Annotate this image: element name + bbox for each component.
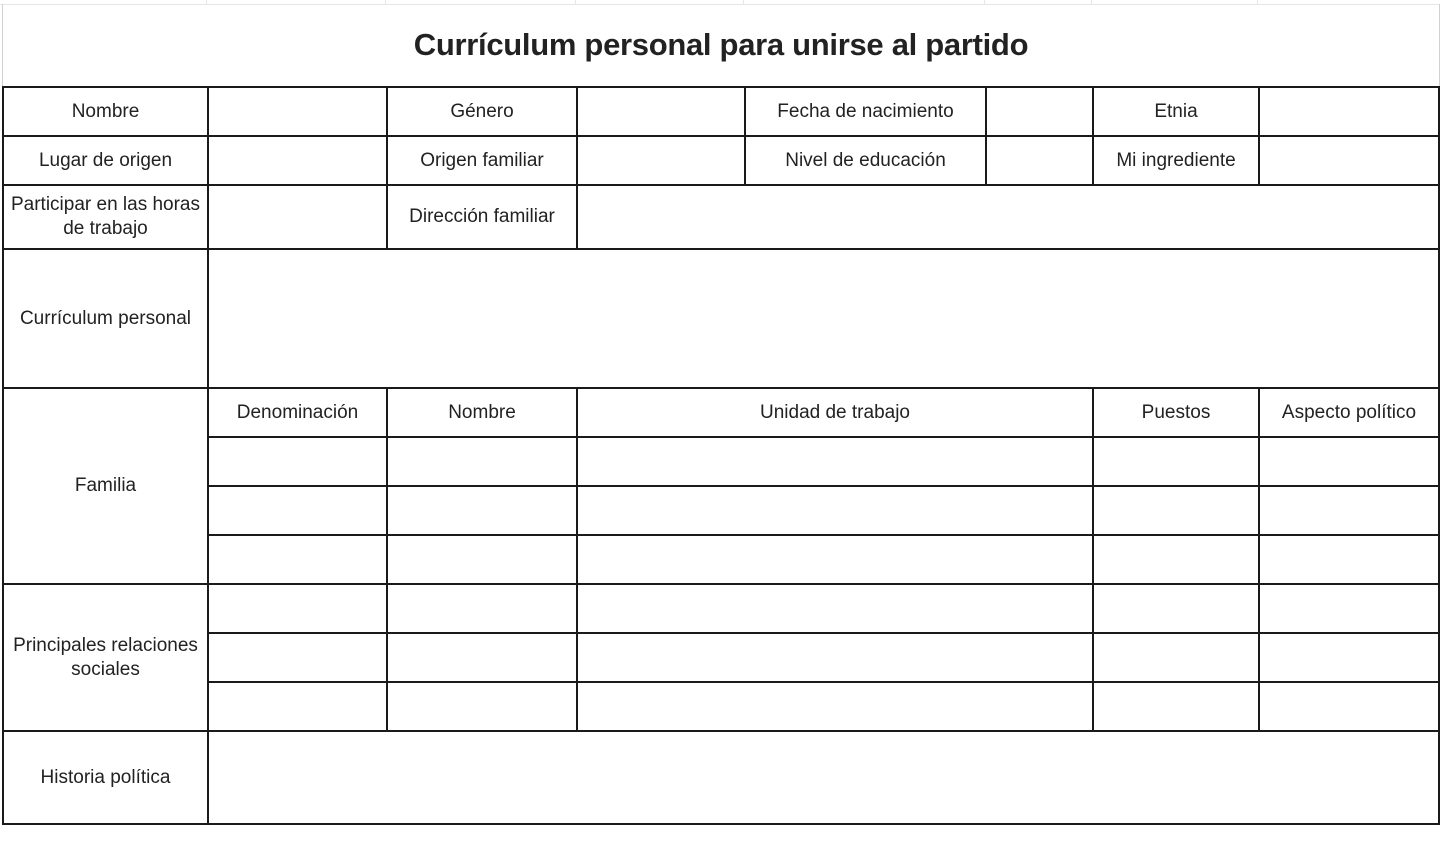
form-row <box>3 87 1439 136</box>
title-cell[interactable] <box>2 4 1440 86</box>
family-header-political-aspect: Aspecto político <box>1259 388 1439 437</box>
birth-date-label: Fecha de nacimiento <box>745 87 986 136</box>
family-political-cell[interactable] <box>1259 437 1439 486</box>
application-form-table <box>2 86 1440 825</box>
social-political-cell[interactable] <box>1259 633 1439 682</box>
social-work-unit-cell[interactable] <box>577 584 1093 633</box>
social-positions-cell[interactable] <box>1093 584 1259 633</box>
family-work-unit-cell[interactable] <box>577 535 1093 584</box>
birth-date-field[interactable] <box>986 87 1093 136</box>
family-name-cell[interactable] <box>387 535 577 584</box>
social-denomination-cell[interactable] <box>208 584 387 633</box>
family-political-cell[interactable] <box>1259 535 1439 584</box>
table-row <box>3 437 1439 486</box>
name-field[interactable] <box>208 87 387 136</box>
social-relations-label: Principales relaciones sociales <box>3 584 208 731</box>
social-political-cell[interactable] <box>1259 682 1439 731</box>
table-row <box>3 682 1439 731</box>
social-name-cell[interactable] <box>387 584 577 633</box>
origin-field[interactable] <box>208 136 387 185</box>
family-header-positions: Puestos <box>1093 388 1259 437</box>
family-name-cell[interactable] <box>387 437 577 486</box>
origin-label: Lugar de origen <box>3 136 208 185</box>
family-header-row <box>3 388 1439 437</box>
table-row <box>3 535 1439 584</box>
social-denomination-cell[interactable] <box>208 682 387 731</box>
family-denomination-cell[interactable] <box>208 437 387 486</box>
name-label: Nombre <box>3 87 208 136</box>
family-header-name: Nombre <box>387 388 577 437</box>
family-political-cell[interactable] <box>1259 486 1439 535</box>
education-field[interactable] <box>986 136 1093 185</box>
ethnicity-label: Etnia <box>1093 87 1259 136</box>
ethnicity-field[interactable] <box>1259 87 1439 136</box>
family-positions-cell[interactable] <box>1093 535 1259 584</box>
social-name-cell[interactable] <box>387 682 577 731</box>
family-name-cell[interactable] <box>387 486 577 535</box>
political-history-label: Historia política <box>3 731 208 824</box>
resume-label: Currículum personal <box>3 249 208 388</box>
gender-field[interactable] <box>577 87 745 136</box>
family-header-work-unit: Unidad de trabajo <box>577 388 1093 437</box>
table-row <box>3 486 1439 535</box>
ingredient-label: Mi ingrediente <box>1093 136 1259 185</box>
family-work-unit-cell[interactable] <box>577 486 1093 535</box>
table-row <box>3 633 1439 682</box>
social-work-unit-cell[interactable] <box>577 682 1093 731</box>
ingredient-field[interactable] <box>1259 136 1439 185</box>
page-title: Currículum personal para unirse al partido <box>413 27 1029 62</box>
form-row <box>3 136 1439 185</box>
family-header-denomination: Denominación <box>208 388 387 437</box>
address-field[interactable] <box>577 185 1439 249</box>
address-label: Dirección familiar <box>387 185 577 249</box>
family-origin-field[interactable] <box>577 136 745 185</box>
form-row <box>3 185 1439 249</box>
work-hours-field[interactable] <box>208 185 387 249</box>
social-positions-cell[interactable] <box>1093 633 1259 682</box>
social-name-cell[interactable] <box>387 633 577 682</box>
work-hours-label: Participar en las horas de trabajo <box>3 185 208 249</box>
family-work-unit-cell[interactable] <box>577 437 1093 486</box>
form-row <box>3 731 1439 824</box>
family-positions-cell[interactable] <box>1093 437 1259 486</box>
political-history-field[interactable] <box>208 731 1439 824</box>
gender-label: Género <box>387 87 577 136</box>
social-work-unit-cell[interactable] <box>577 633 1093 682</box>
family-label: Familia <box>3 388 208 584</box>
social-positions-cell[interactable] <box>1093 682 1259 731</box>
education-label: Nivel de educación <box>745 136 986 185</box>
family-denomination-cell[interactable] <box>208 535 387 584</box>
social-political-cell[interactable] <box>1259 584 1439 633</box>
family-origin-label: Origen familiar <box>387 136 577 185</box>
family-positions-cell[interactable] <box>1093 486 1259 535</box>
resume-field[interactable] <box>208 249 1439 388</box>
form-row <box>3 249 1439 388</box>
family-denomination-cell[interactable] <box>208 486 387 535</box>
table-row <box>3 584 1439 633</box>
social-denomination-cell[interactable] <box>208 633 387 682</box>
